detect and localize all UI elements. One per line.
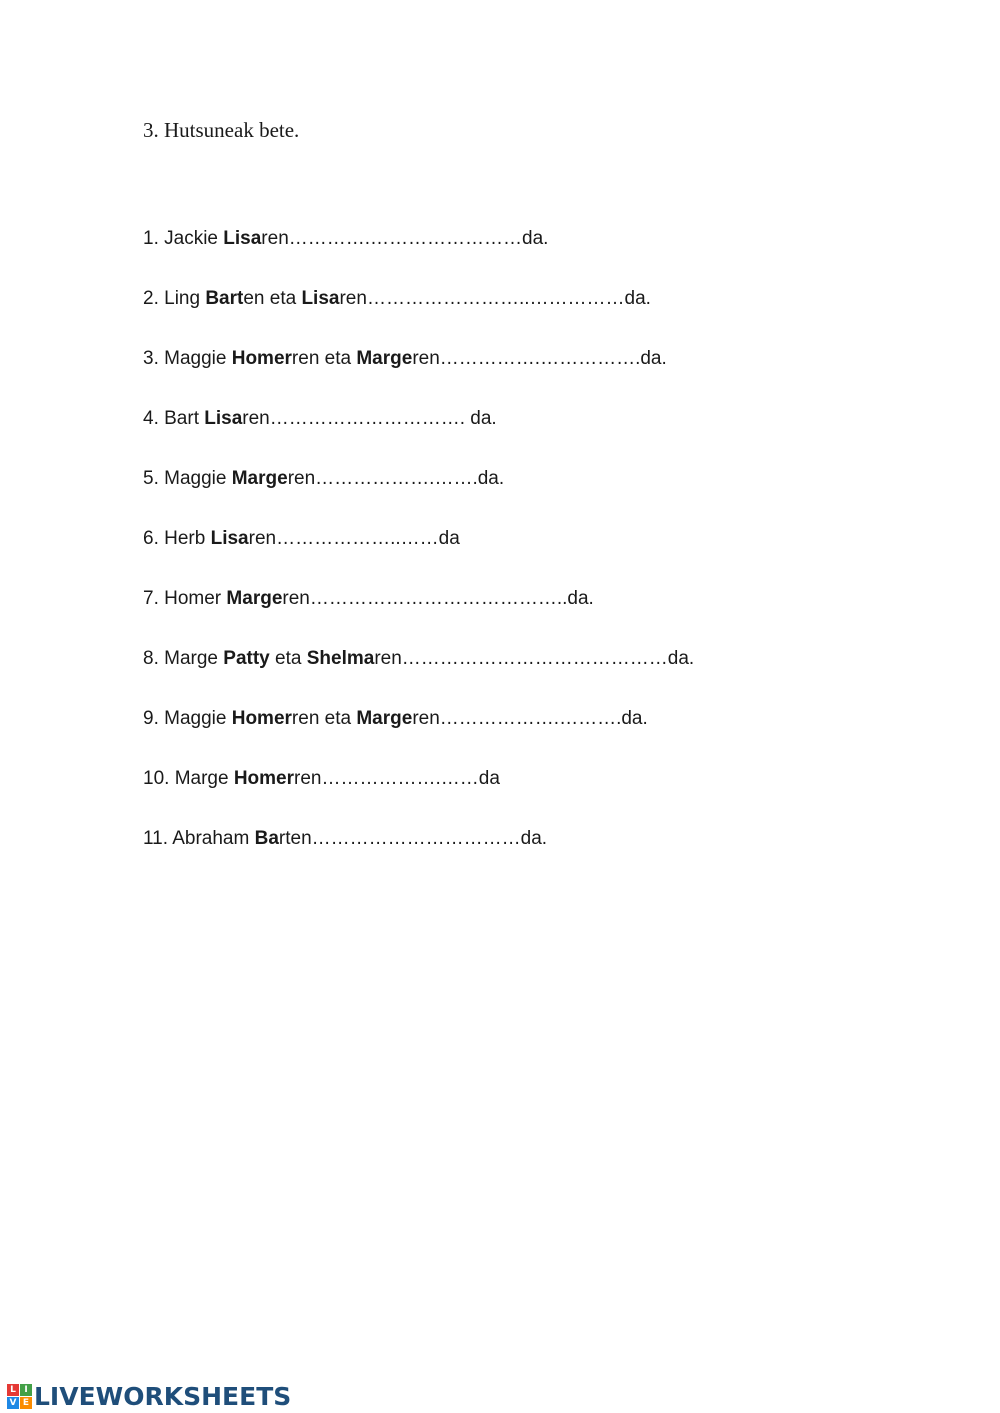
item-text: 1. Jackie	[143, 228, 224, 249]
logo-square: V	[7, 1397, 19, 1409]
liveworksheets-logo-icon	[7, 1384, 32, 1409]
item-text: ren………………..……da	[248, 528, 460, 549]
exercise-item	[143, 826, 694, 852]
bold-name: Homer	[231, 348, 292, 369]
item-text: ren eta	[291, 708, 357, 729]
item-text: 8. Marge	[143, 648, 224, 669]
item-text: 9. Maggie	[143, 708, 232, 729]
item-text: eta	[269, 648, 307, 669]
exercise-item	[143, 586, 694, 612]
item-text: 7. Homer	[143, 588, 227, 609]
item-text: ren……………….……….da.	[412, 708, 648, 729]
item-text: 11. Abraham	[143, 828, 255, 849]
bold-name: Marge	[356, 348, 413, 369]
item-text: 5. Maggie	[143, 468, 232, 489]
logo-square: I	[20, 1384, 32, 1396]
item-text: rten……………………………da.	[278, 828, 548, 849]
bold-name: Shelma	[306, 648, 375, 669]
item-text: 6. Herb	[143, 528, 211, 549]
item-text: ren……………….…….da.	[287, 468, 505, 489]
item-text: ren……………………………………da.	[374, 648, 695, 669]
item-text: en eta	[243, 288, 302, 309]
exercise-item	[143, 706, 694, 732]
item-text: ren…………………………. da.	[242, 408, 497, 429]
exercise-item	[143, 286, 694, 312]
bold-name: Marge	[226, 588, 283, 609]
bold-name: Homer	[231, 708, 292, 729]
logo-square: E	[20, 1397, 32, 1409]
item-text: 10. Marge	[143, 768, 234, 789]
bold-name: Lisa	[301, 288, 340, 309]
logo-square: L	[7, 1384, 19, 1396]
bold-name: Lisa	[223, 228, 262, 249]
item-text: ren eta	[291, 348, 357, 369]
item-text: 2. Ling	[143, 288, 206, 309]
exercise-item	[143, 526, 694, 552]
exercise-item	[143, 466, 694, 492]
item-text: 3. Maggie	[143, 348, 232, 369]
exercise-list	[143, 226, 694, 886]
exercise-item	[143, 346, 694, 372]
bold-name: Marge	[356, 708, 413, 729]
item-text: 4. Bart	[143, 408, 205, 429]
exercise-item	[143, 406, 694, 432]
bold-name: Marge	[231, 468, 288, 489]
brand-name: LIVEWORKSHEETS	[34, 1381, 292, 1411]
bold-name: Lisa	[210, 528, 249, 549]
bold-name: Patty	[223, 648, 270, 669]
item-text: ren……………………..……………da.	[339, 288, 651, 309]
exercise-item	[143, 226, 694, 252]
item-text: ren………….……………………da.	[261, 228, 549, 249]
page-title: 3. Hutsuneak bete.	[143, 118, 300, 142]
bold-name: Bart	[205, 288, 244, 309]
bold-name: Lisa	[204, 408, 243, 429]
item-text: ren…………………………………..da.	[282, 588, 594, 609]
bold-name: Homer	[233, 768, 295, 789]
exercise-item	[143, 646, 694, 672]
bold-name: Ba	[254, 828, 279, 849]
item-text: ren……………….……da	[294, 768, 500, 789]
exercise-item	[143, 766, 694, 792]
liveworksheets-footer	[7, 1380, 291, 1412]
item-text: ren…………….…………….da.	[412, 348, 667, 369]
